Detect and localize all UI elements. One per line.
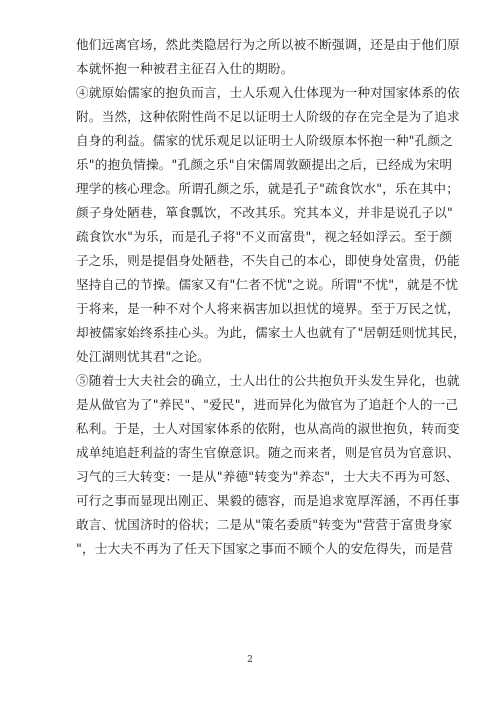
text-line: 颜子身处陋巷，箪食瓢饮，不改其乐。究其本义，并非是说孔子以" xyxy=(76,205,454,220)
text-line: 乐"的抱负情操。"孔颜之乐"自宋儒周敦颐提出之后，已经成为宋明 xyxy=(76,157,453,172)
text-line: 可行之事而显现出刚正、果毅的德容，而是追求宽厚浑涵，不再任事 xyxy=(76,493,460,508)
text-line: 成单纯追赶利益的寄生官僚意识。随之而来者，则是官员为官意识、 xyxy=(76,445,460,460)
text-line: 习气的三大转变：一是从"养德"转变为"养态"，士大夫不再为可怒、 xyxy=(76,469,459,484)
text-line: 是从做官为了"养民"、"爱民"，进而异化为做官为了追赶个人的一己 xyxy=(76,397,459,412)
text-line: 敢言、忧国济时的俗状；二是从"策名委质"转变为"营营于富贵身家 xyxy=(76,517,453,532)
text-line: 子之乐，则是提倡身处陋巷，不失自己的本心，即使身处富贵，仍能 xyxy=(76,253,460,268)
text-line: 却被儒家始终系挂心头。为此，儒家士人也就有了"居朝廷则忧其民， xyxy=(76,325,466,340)
text-line: 自身的利益。儒家的忧乐观足以证明士人阶级原本怀抱一种"孔颜之 xyxy=(76,133,454,148)
text-line: 坚持自己的节操。儒家又有"仁者不忧"之说。所谓"不忧"，就是不忧 xyxy=(76,277,459,292)
text-line: 疏食饮水"为乐，而是孔子将"不义而富贵"，视之轻如浮云。至于颜 xyxy=(76,229,453,244)
text-line: 附。当然，这种依附性尚不足以证明士人阶级的存在完全是为了追求 xyxy=(76,109,460,124)
text-line: 本就怀抱一种被君主征召入仕的期盼。 xyxy=(76,61,294,76)
page-number: 2 xyxy=(247,655,253,665)
text-line: ④就原始儒家的抱负而言，士人乐观入仕体现为一种对国家体系的依 xyxy=(76,85,460,100)
text-line: 私利。于是，士人对国家体系的依附，也从高尚的淑世抱负，转而变 xyxy=(76,421,460,436)
text-line: 他们远离官场，然此类隐居行为之所以被不断强调，还是由于他们原 xyxy=(76,37,460,52)
text-line: 于将来，是一种不对个人将来祸害加以担忧的境界。至于万民之忧， xyxy=(76,301,460,316)
text-line: ⑤随着士大夫社会的确立，士人出仕的公共抱负开头发生异化，也就 xyxy=(76,373,460,388)
text-line: 处江湖则忧其君"之论。 xyxy=(76,349,210,364)
text-line: 理学的核心理念。所谓孔颜之乐，就是孔子"疏食饮水"，乐在其中； xyxy=(76,181,460,196)
text-line: "，士大夫不再为了任天下国家之事而不顾个人的安危得失，而是营 xyxy=(76,541,454,556)
